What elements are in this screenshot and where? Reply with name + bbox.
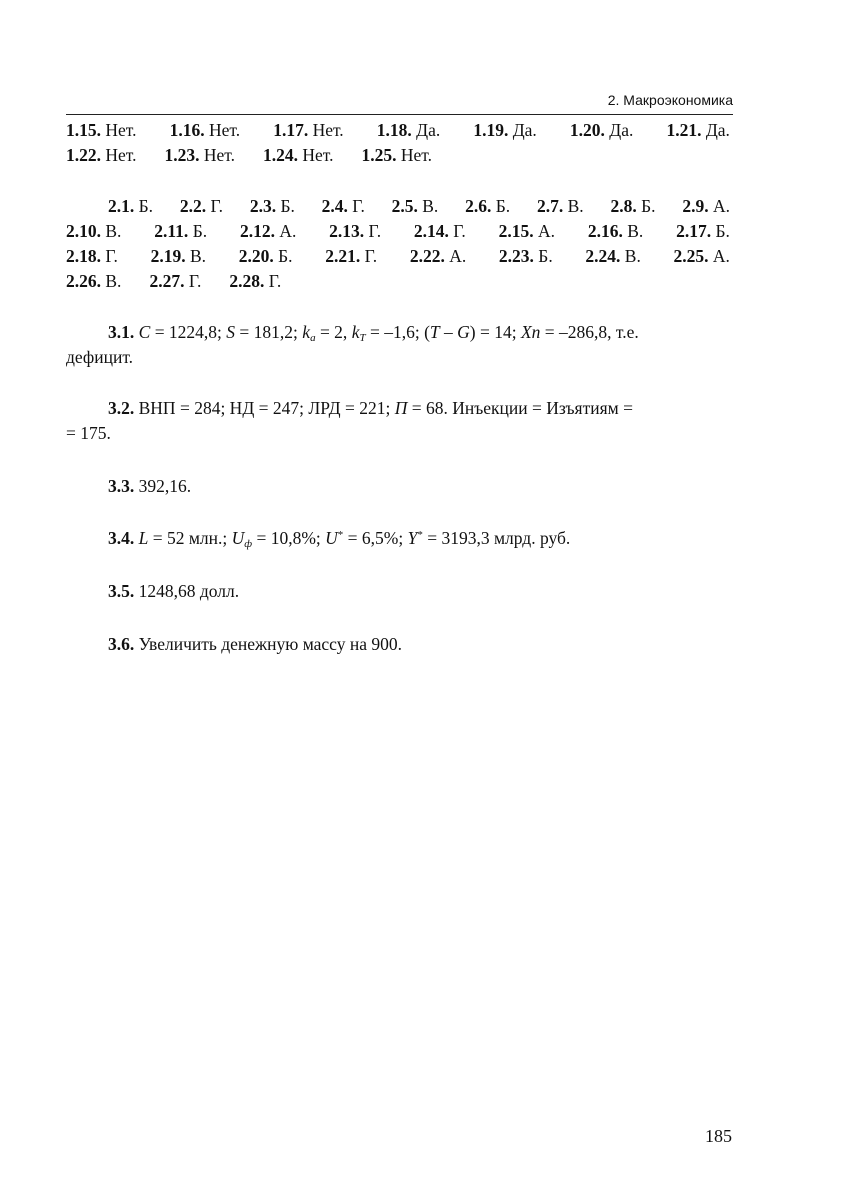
answer-value: Г. — [184, 271, 202, 291]
answer-item — [151, 244, 206, 269]
answer-value: А. — [444, 246, 467, 266]
answer-number: 2.7. — [536, 196, 564, 216]
answers-row — [66, 143, 730, 168]
answer-number: 2.20. — [238, 246, 274, 266]
answer-number: 3.3. — [108, 476, 135, 496]
answer-value: Б. — [188, 221, 208, 241]
answer-number: 3.6. — [108, 634, 135, 654]
answer-number: 2.19. — [150, 246, 186, 266]
answer-number: 2.28. — [229, 271, 265, 291]
answer-number: 2.3. — [249, 196, 277, 216]
answer-value: В. — [185, 246, 207, 266]
answer-value: В. — [101, 271, 122, 291]
answer-3-3: 3.3. 392,16. — [108, 476, 192, 496]
answer-item — [240, 219, 296, 244]
answer-item — [465, 194, 510, 219]
answer-value: Г. — [101, 246, 118, 266]
answer-number: 2.24. — [585, 246, 621, 266]
answer-value: Да. — [508, 120, 537, 140]
answer-item — [570, 118, 633, 143]
answers-content — [66, 118, 730, 657]
answer-value: Нет. — [396, 145, 432, 165]
answer-number: 1.15. — [66, 120, 101, 140]
answer-item — [325, 244, 377, 269]
answer-value: В. — [101, 221, 122, 241]
answer-item — [229, 269, 281, 294]
section-2-block — [66, 194, 730, 294]
answer-number: 2.22. — [409, 246, 445, 266]
answer-item — [250, 194, 295, 219]
answer-item — [676, 219, 730, 244]
answer-value: В. — [563, 196, 584, 216]
answer-value: Б. — [276, 196, 295, 216]
answer-item — [473, 118, 536, 143]
answer-number: 1.24. — [263, 145, 298, 165]
answer-value: Нет. — [308, 120, 344, 140]
answer-number: 2.14. — [413, 221, 449, 241]
answer-item — [666, 118, 729, 143]
answer-number: 1.20. — [569, 120, 605, 140]
answer-value: Да. — [701, 120, 730, 140]
answer-3-2: 3.2. ВНП = 284; НД = 247; ЛРД = 221; П = 68. Инъекции = Изъятиям = = 175. — [66, 398, 633, 443]
answer-item — [239, 244, 293, 269]
answer-item — [362, 143, 433, 168]
answer-number: 2.15. — [498, 221, 534, 241]
answer-number: 2.2. — [179, 196, 207, 216]
answer-item — [165, 143, 236, 168]
answer-value: А. — [533, 221, 556, 241]
answer-number: 2.18. — [66, 246, 101, 266]
answer-item — [108, 194, 153, 219]
answer-number: 1.19. — [473, 120, 509, 140]
answer-number: 2.23. — [498, 246, 534, 266]
answer-item — [674, 244, 730, 269]
answer-value: А. — [708, 196, 730, 216]
answer-number: 2.26. — [66, 271, 101, 291]
answer-item — [66, 219, 121, 244]
answer-number: 2.11. — [154, 221, 189, 241]
answer-value: Г. — [206, 196, 224, 216]
answer-number: 3.2. — [108, 398, 135, 418]
answer-value: А. — [274, 221, 297, 241]
answer-item — [273, 118, 344, 143]
answer-number: 2.13. — [329, 221, 365, 241]
answer-number: 2.10. — [66, 221, 101, 241]
answer-value: Б. — [134, 196, 154, 216]
answer-number: 2.5. — [391, 196, 418, 216]
answer-number: 1.18. — [376, 120, 412, 140]
header-rule — [66, 114, 733, 115]
answer-item — [170, 118, 241, 143]
answer-value: Нет. — [101, 145, 137, 165]
answers-row — [66, 244, 730, 269]
answer-3-1: 3.1. C = 1224,8; S = 181,2; $k_a = 2$, $k_T = -1,6$; (T – G) = 14; Xn = –286,8, т.е. дефицит. — [66, 322, 639, 367]
answer-number: 2.8. — [610, 196, 637, 216]
answer-item — [499, 244, 553, 269]
answer-value: Г. — [360, 246, 378, 266]
answer-value: Нет. — [204, 120, 241, 140]
answer-number: 2.21. — [325, 246, 361, 266]
answer-value: В. — [620, 246, 641, 266]
answer-number: 1.21. — [666, 120, 702, 140]
answer-item — [263, 143, 334, 168]
running-header: 2. Макроэкономика — [607, 92, 733, 108]
answer-value: Г. — [347, 196, 365, 216]
answer-value: Б. — [491, 196, 511, 216]
answer-item — [377, 118, 440, 143]
answer-item — [585, 244, 640, 269]
answer-number: 1.23. — [164, 145, 200, 165]
answer-item — [610, 194, 655, 219]
answer-item — [414, 219, 466, 244]
answer-value: Б. — [711, 221, 730, 241]
answer-number: 3.1. — [108, 322, 135, 342]
answer-3-4: 3.4. L = 52 млн.; $U_ф = 10,8\%$; U* = 6,5%; Y* = 3193,3 млрд. руб. — [108, 528, 571, 550]
answers-row — [66, 219, 730, 244]
answer-number: 1.16. — [169, 120, 205, 140]
answer-value: Б. — [533, 246, 553, 266]
answer-3-6: 3.6. Увеличить денежную массу на 900. — [108, 634, 402, 654]
answers-row — [66, 269, 730, 294]
answer-value: Нет. — [101, 120, 137, 140]
answer-number: 2.9. — [682, 196, 709, 216]
answer-value: В. — [622, 221, 644, 241]
answer-value: Да. — [604, 120, 634, 140]
answer-item — [154, 219, 207, 244]
answer-value: В. — [417, 196, 439, 216]
answer-item — [682, 194, 730, 219]
answer-number: 2.1. — [108, 196, 135, 216]
answer-value: Г. — [364, 221, 382, 241]
answer-item — [322, 194, 365, 219]
answer-number: 3.5. — [108, 581, 135, 601]
answer-number: 2.16. — [587, 221, 623, 241]
answer-number: 2.6. — [465, 196, 492, 216]
answer-item — [537, 194, 584, 219]
answers-row — [66, 118, 730, 143]
answer-item — [149, 269, 201, 294]
answer-value: Б. — [273, 246, 293, 266]
answer-value: Нет. — [199, 145, 235, 165]
answer-number: 2.17. — [676, 221, 712, 241]
answer-value: Да. — [411, 120, 441, 140]
answer-number: 2.27. — [149, 271, 185, 291]
answer-item — [66, 269, 121, 294]
answer-value: Г. — [448, 221, 466, 241]
answer-value: А. — [708, 246, 730, 266]
answer-number: 3.4. — [108, 528, 135, 548]
answer-item — [180, 194, 223, 219]
answer-number: 2.25. — [673, 246, 709, 266]
answer-item — [499, 219, 555, 244]
answer-value: Г. — [264, 271, 282, 291]
answer-item — [588, 219, 643, 244]
answer-item — [66, 143, 137, 168]
answer-item — [392, 194, 439, 219]
answer-item — [410, 244, 466, 269]
answer-item — [66, 244, 118, 269]
answer-item — [329, 219, 381, 244]
answer-number: 2.4. — [321, 196, 348, 216]
answer-item — [66, 118, 137, 143]
answer-number: 1.22. — [66, 145, 101, 165]
answer-number: 2.12. — [239, 221, 275, 241]
answer-3-5: 3.5. 1248,68 долл. — [108, 581, 240, 601]
answer-value: Нет. — [298, 145, 334, 165]
answer-number: 1.25. — [361, 145, 397, 165]
page-number: 185 — [705, 1126, 732, 1146]
answer-number: 1.17. — [273, 120, 309, 140]
answer-value: Б. — [636, 196, 656, 216]
answers-row — [66, 194, 730, 219]
